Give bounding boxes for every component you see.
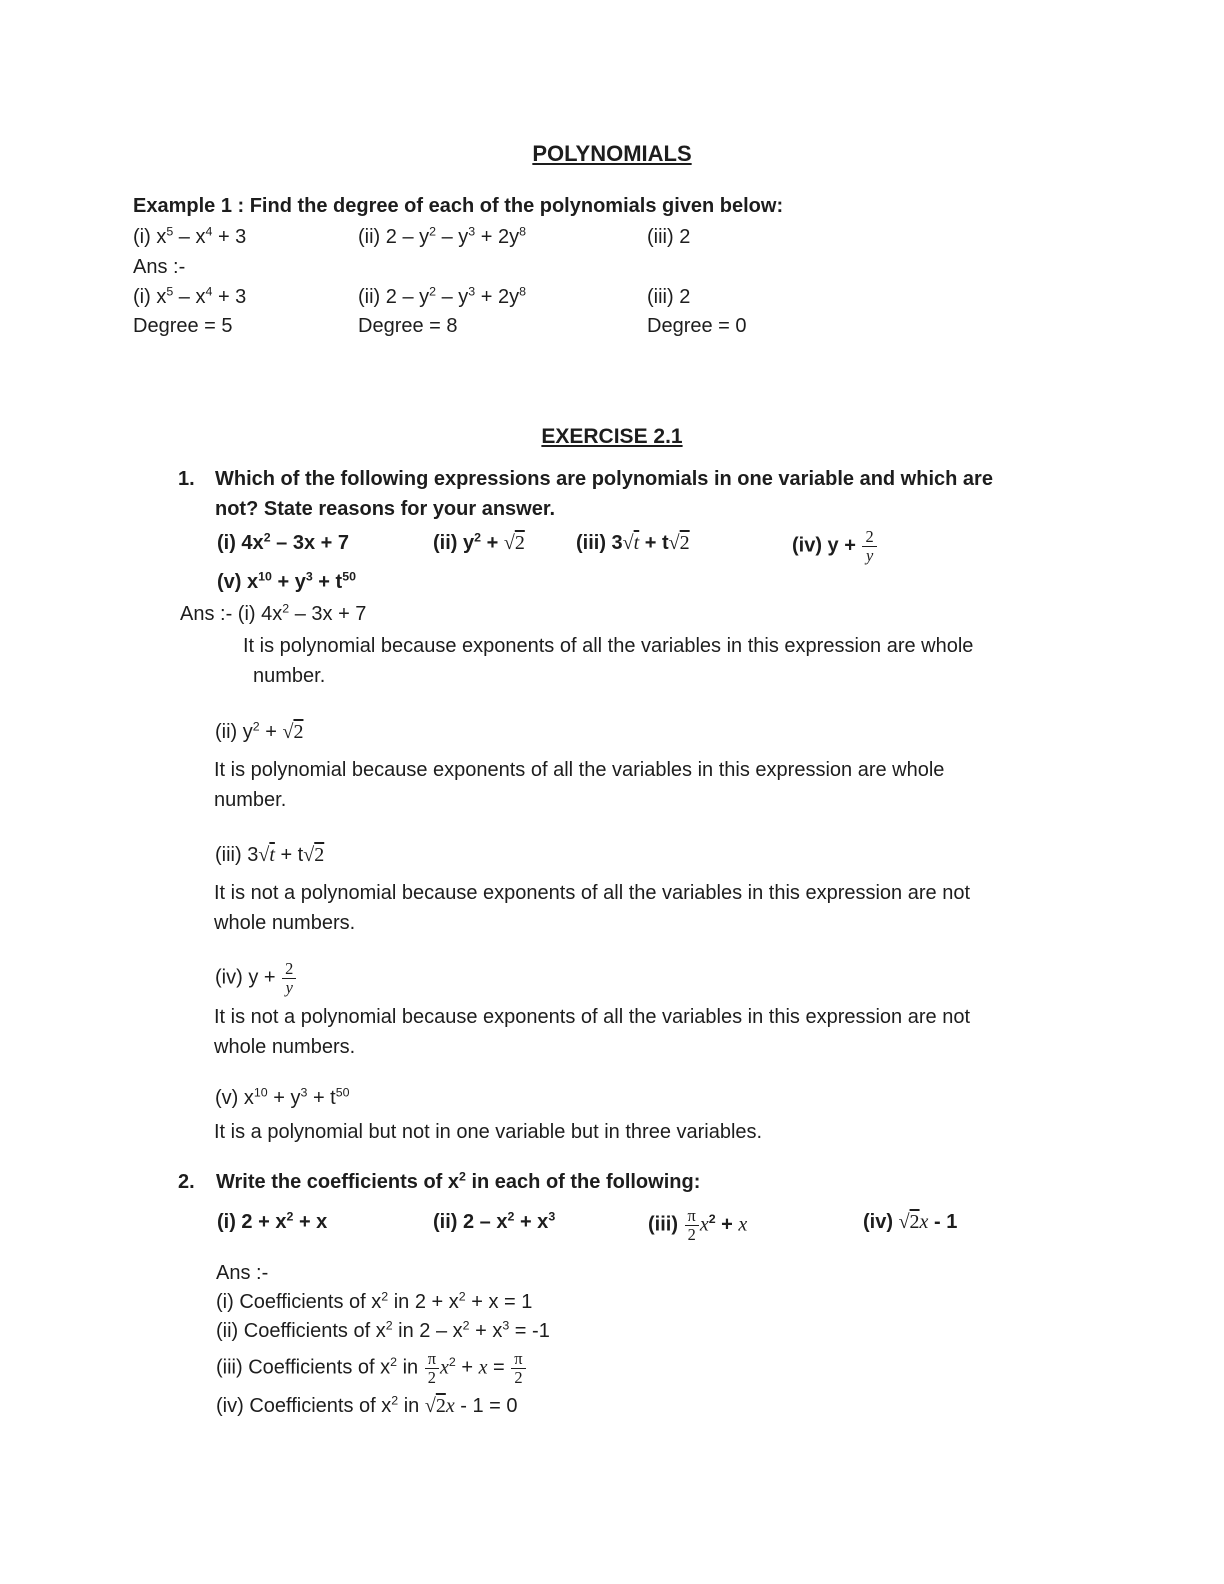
example-answer-item-ii: (ii) $2 - y^2 - y^3 + 2y^8$ [358,284,527,308]
example-answer-item-i: (i) $x^5 - x^4 + 3$ [133,284,247,308]
q2-option-iv: (iv) √2x - 1 [863,1211,958,1233]
q2-heading: Write the coefficients of $x^2$ in each of the following: [216,1169,701,1193]
q1-option-iv: (iv) y + $\frac{2}{y}$ [792,528,878,564]
q2-ans-i: (i) Coefficients of $x^2$ in $2 + x^2 + x = 1$ [216,1289,533,1313]
q2-option-ii: (ii) $2 - x^2 + x^3$ [433,1209,556,1233]
page-title: POLYNOMIALS [532,141,692,166]
q1-ans-iii-line2: whole numbers. [214,912,356,934]
example-item-ii: (ii) $2 - y^2 - y^3 + 2y^8$ [358,224,527,248]
q1-number: 1. [178,468,195,490]
q2-number: 2. [178,1171,195,1193]
q2-ans-iii: (iii) Coefficients of $x^2$ in $\frac{\pi}{2}$ $x^2 + x$ = $\frac{\pi}{2}$ [216,1350,527,1386]
q2-ans-ii: (ii) Coefficients of $x^2$ in $2 - x^2 + x^3 = -1$ [216,1318,550,1342]
q1-ans-iv-line2: whole numbers. [214,1036,356,1058]
q1-question-line1: Which of the following expressions are polynomials in one variable and which are [215,468,993,490]
q1-ans-intro: Ans :- (i) $4x^2 - 3x + 7$ [180,601,367,625]
q1-ans-iii-expr: (iii) 3√t + t√2 [215,844,325,866]
q1-ans-iv-line1: It is not a polynomial because exponents of all the variables in this expression are not [214,1006,970,1028]
q1-ans-v-expr: (v) $x^{10} + y^3 + t^{50}$ [215,1085,350,1109]
q1-ans-i-line1: It is polynomial because exponents of all the variables in this expression are whole [243,635,974,657]
q2-option-iii: (iii) $\frac{\pi}{2}$ $x^2 + x$ [648,1206,748,1244]
q1-option-ii: (ii) $y^2 + √2$ [433,530,525,554]
q1-option-iii: (iii) 3√t + t√2 [576,532,690,554]
q1-question-line2: not? State reasons for your answer. [215,498,556,520]
q2-option-i: (i) $2 + x^2 + x$ [217,1209,328,1233]
example-item-i: (i) $x^5 - x^4 + 3$ [133,224,247,248]
example-degree-iii: Degree = 0 [647,315,747,337]
q1-ans-iii-line1: It is not a polynomial because exponents of all the variables in this expression are not [214,882,970,904]
q1-ans-ii-expr: (ii) $y^2 + √2$ [215,719,304,743]
q1-ans-ii-line1: It is polynomial because exponents of all the variables in this expression are whole [214,759,945,781]
example-ans-label: Ans :- [133,256,186,278]
example-answer-item-iii: (iii) 2 [647,286,691,308]
exercise-heading: EXERCISE 2.1 [541,425,683,448]
example-heading: Example 1 : Find the degree of each of the polynomials given below: [133,195,784,217]
q1-ans-v-line1: It is a polynomial but not in one variable but in three variables. [214,1121,763,1143]
example-degree-i: Degree = 5 [133,315,233,337]
q2-ans-iv: (iv) Coefficients of $x^2$ in √2x - 1 = 0 [216,1393,518,1417]
q1-ans-i-line2: number. [253,665,326,687]
q1-option-v: (v) $x^{10} + y^3 + t^{50}$ [217,569,356,593]
q2-ans-label: Ans :- [216,1262,269,1284]
example-degree-ii: Degree = 8 [358,315,458,337]
q1-option-i: (i) $4x^2 - 3x + 7$ [217,530,349,554]
q1-ans-iv-expr: (iv) y + $\frac{2}{y}$ [215,960,297,996]
example-item-iii: (iii) 2 [647,226,691,248]
q1-ans-ii-line2: number. [214,789,287,811]
